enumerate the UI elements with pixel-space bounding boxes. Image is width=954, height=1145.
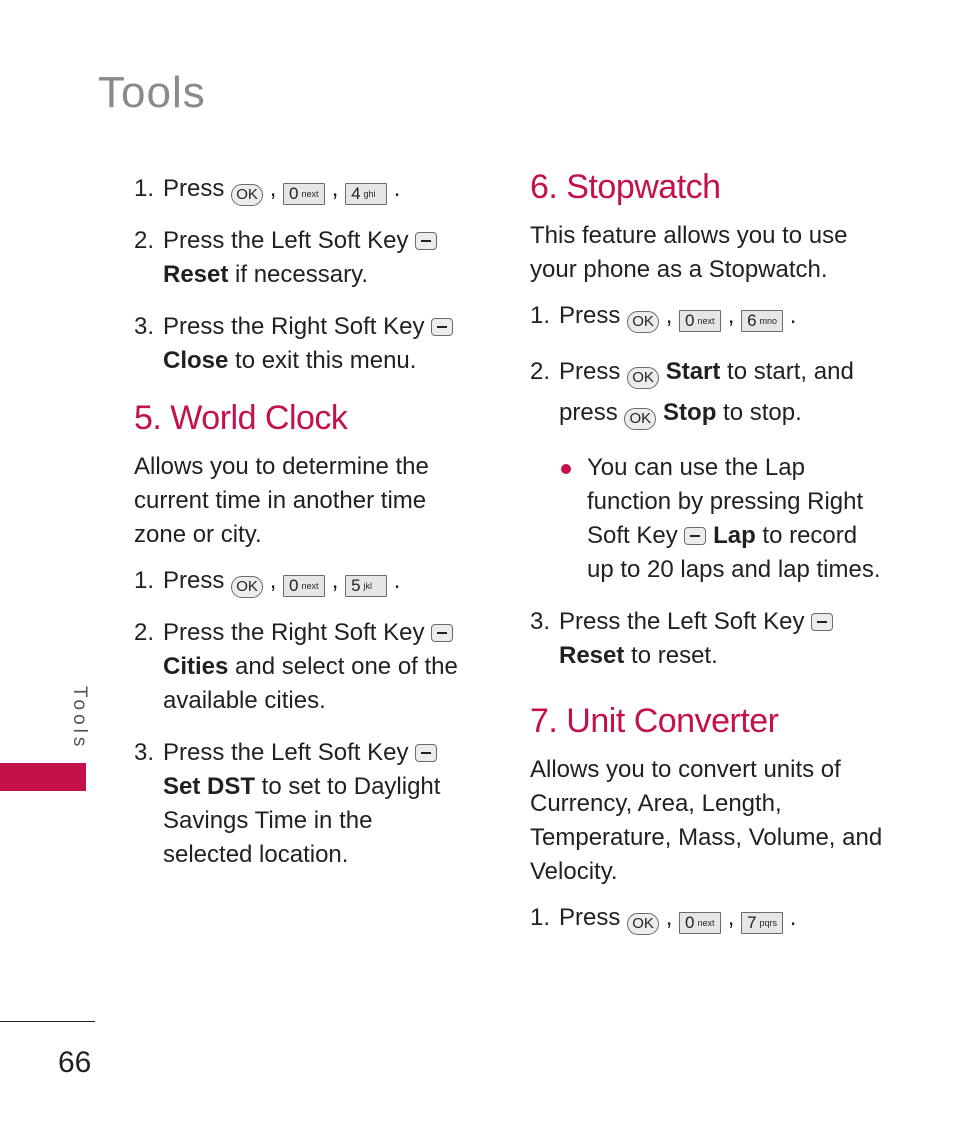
ok-key-icon: OK bbox=[627, 311, 659, 333]
tail-step-3 bbox=[134, 310, 464, 378]
right-soft-key-icon bbox=[431, 624, 453, 642]
step-number: 3. bbox=[134, 313, 155, 340]
right-soft-key-icon bbox=[684, 527, 706, 545]
page-title: Tools bbox=[98, 68, 206, 117]
stopwatch-step-1: 1. Press OK , 0 $^{next}$ , 6 $^{mno}$ . bbox=[530, 299, 890, 333]
ok-key-icon: OK bbox=[627, 913, 659, 935]
stopwatch-step-3 bbox=[530, 605, 890, 673]
ok-key-icon: OK bbox=[624, 408, 656, 430]
zero-next-key-icon: 0 $^{next}$ bbox=[283, 183, 325, 205]
bullet-text-after: to record up to 20 laps and lap times. bbox=[587, 522, 881, 583]
right-column bbox=[530, 165, 890, 953]
left-soft-key-icon bbox=[415, 232, 437, 250]
cities-label: Cities bbox=[163, 653, 229, 680]
bullet-text: You can use the Lap function by pressing Right Soft Key bbox=[587, 454, 864, 549]
world-clock-heading: 5. World Clock bbox=[134, 399, 348, 437]
footer-divider bbox=[0, 1021, 95, 1022]
stopwatch-description: This feature allows you to use your phone as a Stopwatch. bbox=[530, 222, 848, 283]
world-clock-description: Allows you to determine the current time in another time zone or city. bbox=[134, 453, 429, 548]
page-number: 66 bbox=[58, 1046, 92, 1079]
unit-converter-heading: 7. Unit Converter bbox=[530, 702, 779, 740]
six-mno-key-icon: 6 $^{mno}$ bbox=[741, 310, 783, 332]
stopwatch-step-2 bbox=[530, 351, 890, 433]
step-number: 1. bbox=[530, 302, 551, 329]
step-number: 1. bbox=[530, 904, 551, 931]
step-text: Press bbox=[559, 358, 621, 385]
left-soft-key-icon bbox=[415, 744, 437, 762]
world-clock-step-2 bbox=[134, 616, 464, 718]
step-number: 1. bbox=[134, 175, 155, 202]
world-clock-step-1: 1. Press OK , 0 $^{next}$ , 5 $^{jkl}$ . bbox=[134, 564, 464, 598]
step-text: Press the Left Soft Key bbox=[163, 739, 409, 766]
bullet-dot bbox=[561, 464, 571, 474]
step-number: 3. bbox=[134, 739, 155, 766]
step-text-after: to reset. bbox=[624, 642, 718, 669]
step-text: Press bbox=[163, 175, 225, 202]
world-clock-step-3 bbox=[134, 736, 464, 872]
left-column bbox=[134, 172, 464, 890]
step-text: Press bbox=[163, 567, 225, 594]
unit-converter-description: Allows you to convert units of Currency, Area, Length, Temperature, Mass, Volume, and Velocity. bbox=[530, 756, 883, 885]
step-text-after: to exit this menu. bbox=[228, 347, 417, 374]
right-soft-key-icon bbox=[431, 318, 453, 336]
step-text: Press the Right Soft Key bbox=[163, 619, 425, 646]
unit-converter-step-1: 1. Press OK , 0 $^{next}$ , 7 $^{pqrs}$ . bbox=[530, 901, 890, 935]
ok-key-icon: OK bbox=[231, 576, 263, 598]
reset-label: Reset bbox=[163, 261, 229, 288]
lap-label: Lap bbox=[713, 522, 756, 549]
step-text: Press the Left Soft Key bbox=[163, 227, 409, 254]
step-text: Press the Right Soft Key bbox=[163, 313, 425, 340]
side-section-label: Tools bbox=[69, 686, 90, 751]
step-text: press bbox=[559, 399, 618, 426]
section-tab-marker bbox=[0, 763, 86, 791]
ok-key-icon: OK bbox=[627, 367, 659, 389]
step-number: 2. bbox=[134, 227, 155, 254]
stop-label: Stop bbox=[663, 399, 717, 426]
step-number: 1. bbox=[134, 567, 155, 594]
tail-step-2 bbox=[134, 224, 464, 292]
zero-next-key-icon: 0 $^{next}$ bbox=[679, 912, 721, 934]
set-dst-label: Set DST bbox=[163, 773, 256, 800]
step-text-after: to set to Daylight Savings Time in the selected location. bbox=[163, 773, 441, 868]
four-ghi-key-icon: 4 $^{ghi}$ bbox=[345, 183, 387, 205]
step-text: Press bbox=[559, 904, 621, 931]
step-number: 3. bbox=[530, 608, 551, 635]
zero-next-key-icon: 0 $^{next}$ bbox=[283, 575, 325, 597]
step-text-after: to stop. bbox=[716, 399, 802, 426]
left-soft-key-icon bbox=[811, 613, 833, 631]
step-number: 2. bbox=[134, 619, 155, 646]
step-text: Press the Left Soft Key bbox=[559, 608, 805, 635]
start-label: Start bbox=[665, 358, 721, 385]
step-text-after: if necessary. bbox=[228, 261, 368, 288]
tail-step-1: 1. Press OK , 0 $^{next}$ , 4 $^{ghi}$ . bbox=[134, 172, 464, 206]
step-text: Press bbox=[559, 302, 621, 329]
reset-label: Reset bbox=[559, 642, 625, 669]
zero-next-key-icon: 0 $^{next}$ bbox=[679, 310, 721, 332]
close-label: Close bbox=[163, 347, 229, 374]
step-text-after: to start, and bbox=[720, 358, 854, 385]
seven-pqrs-key-icon: 7 $^{pqrs}$ bbox=[741, 912, 783, 934]
five-jkl-key-icon: 5 $^{jkl}$ bbox=[345, 575, 387, 597]
ok-key-icon: OK bbox=[231, 184, 263, 206]
step-number: 2. bbox=[530, 358, 551, 385]
step-text-after: and select one of the available cities. bbox=[163, 653, 458, 714]
stopwatch-heading: 6. Stopwatch bbox=[530, 168, 721, 206]
lap-bullet bbox=[559, 451, 890, 587]
